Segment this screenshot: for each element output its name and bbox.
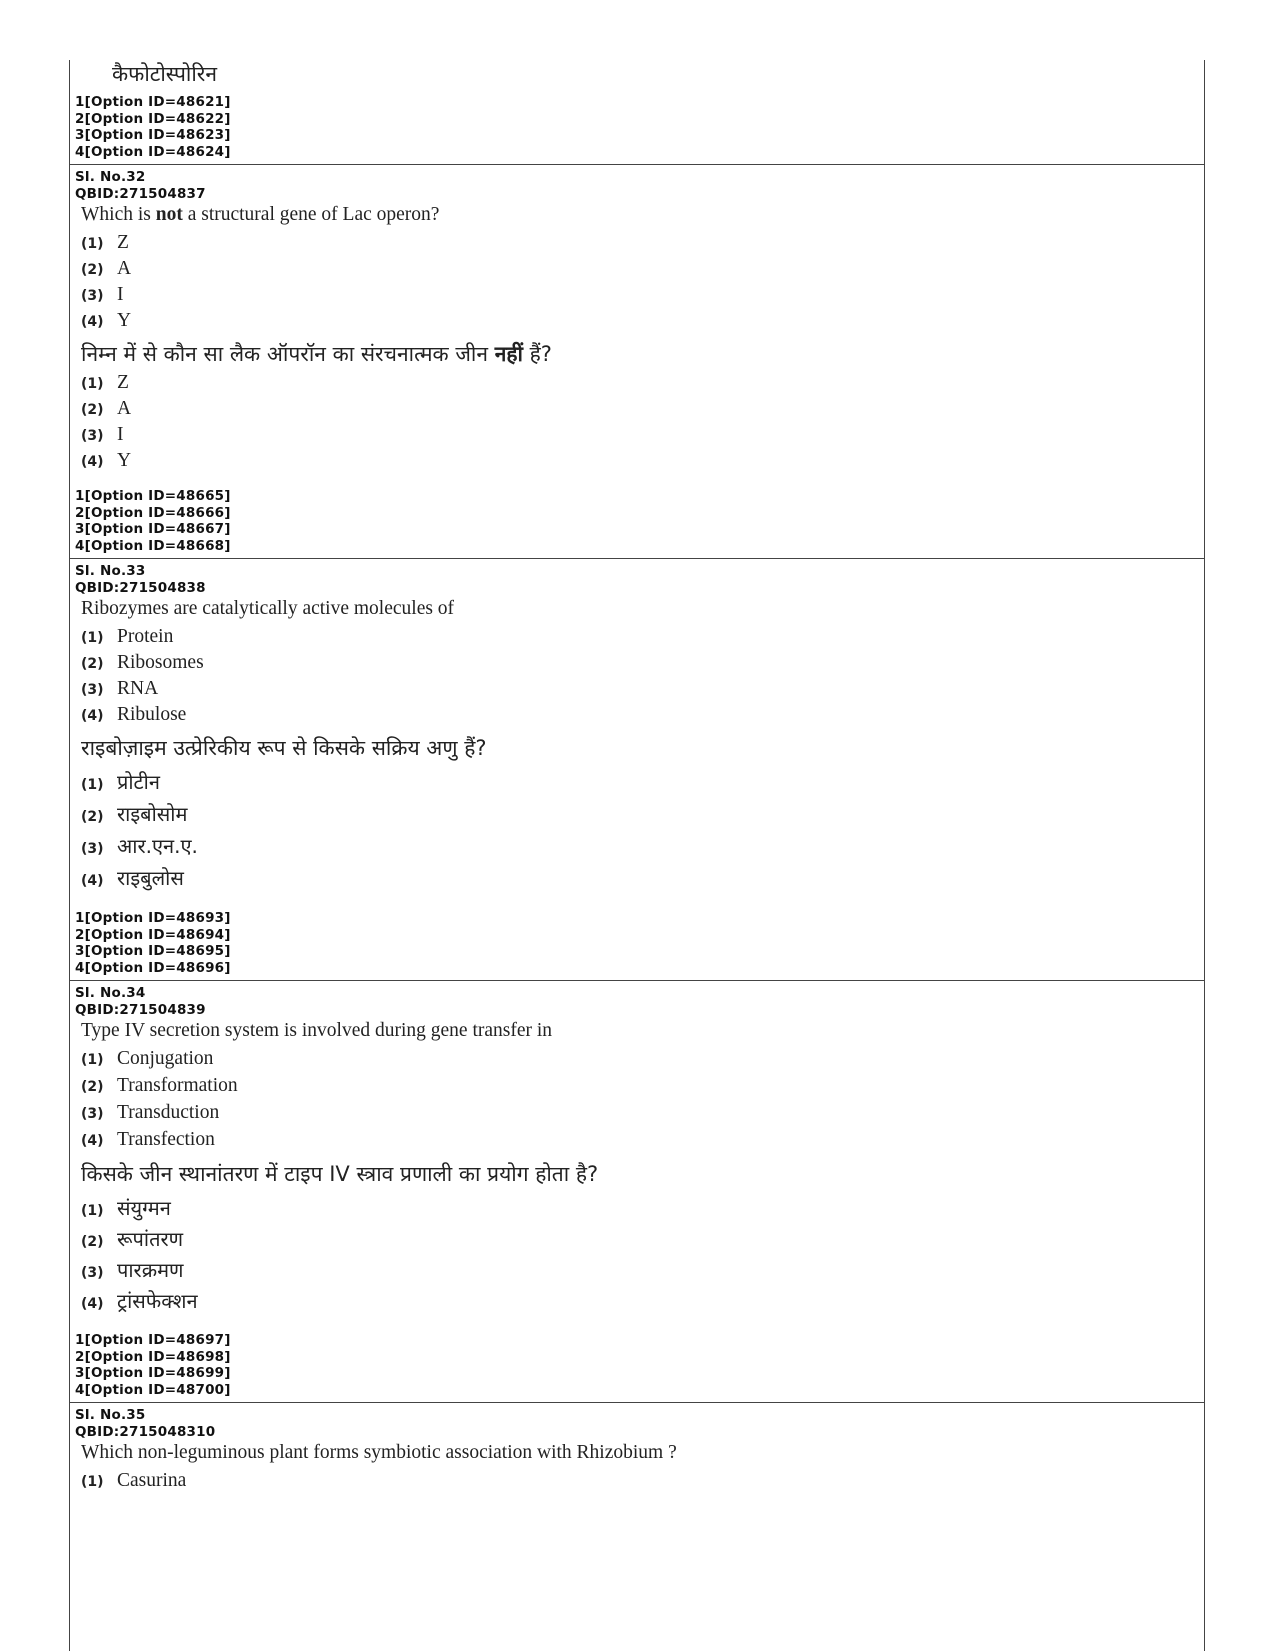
question-35 bbox=[70, 1407, 1204, 1496]
question-text-english: Which is not a structural gene of Lac operon? bbox=[81, 204, 440, 225]
serial-number: Sl. No.34 bbox=[75, 985, 146, 1001]
question-text-english: Which non-leguminous plant forms symbiotic association with Rhizobium ? bbox=[81, 1442, 677, 1463]
question-divider bbox=[69, 164, 1205, 165]
option-english: (2) Transformation bbox=[81, 1075, 238, 1096]
option-hindi: (3) आर.एन.ए. bbox=[81, 834, 198, 858]
option-id-list bbox=[70, 94, 1204, 160]
option-id: 4[Option ID=48668] bbox=[75, 537, 231, 554]
option-id: 3[Option ID=48667] bbox=[75, 521, 231, 537]
serial-number: Sl. No.33 bbox=[75, 563, 146, 579]
question-divider bbox=[69, 1402, 1205, 1403]
serial-number: Sl. No.35 bbox=[75, 1407, 146, 1423]
option-id: 4[Option ID=48696] bbox=[75, 959, 231, 976]
serial-number: Sl. No.32 bbox=[75, 169, 146, 185]
option-english: (2) A bbox=[81, 258, 132, 279]
option-english: (4) Transfection bbox=[81, 1129, 215, 1150]
qbid: QBID:271504839 bbox=[75, 1001, 206, 1018]
option-english: (3) RNA bbox=[81, 678, 159, 699]
question-text-english: Ribozymes are catalytically active molecules of bbox=[81, 598, 455, 619]
option-hindi: (2) राइबोसोम bbox=[81, 802, 188, 826]
qbid: QBID:271504837 bbox=[75, 185, 206, 202]
option-hindi: (1) संयुग्मन bbox=[81, 1196, 171, 1220]
option-id: 2[Option ID=48666] bbox=[75, 504, 231, 521]
option-english: (1) Protein bbox=[81, 626, 174, 647]
question-divider bbox=[69, 558, 1205, 559]
option-english: (1) Z bbox=[81, 232, 129, 253]
option-id: 4[Option ID=48700] bbox=[75, 1381, 231, 1398]
option-english: (3) Transduction bbox=[81, 1102, 220, 1123]
option-id: 3[Option ID=48623] bbox=[75, 127, 231, 143]
option-english: (4) Y bbox=[81, 310, 132, 331]
option-id: 3[Option ID=48699] bbox=[75, 1365, 231, 1381]
option-id: 3[Option ID=48695] bbox=[75, 943, 231, 959]
option-hindi: (1) प्रोटीन bbox=[81, 770, 160, 794]
question-text-hindi: राइबोज़ाइम उत्प्रेरिकीय रूप से किसके सक्रिय अणु हैं? bbox=[81, 736, 487, 760]
qbid: QBID:271504838 bbox=[75, 579, 206, 596]
question-text-english: Type IV secretion system is involved during gene transfer in bbox=[81, 1020, 553, 1041]
qbid: QBID:2715048310 bbox=[75, 1423, 216, 1440]
question-32 bbox=[70, 169, 1204, 554]
question-text-hindi: किसके जीन स्थानांतरण में टाइप IV स्त्राव प्रणाली का प्रयोग होता है? bbox=[81, 1162, 599, 1186]
option-hindi: (2) रूपांतरण bbox=[81, 1227, 184, 1251]
option-hindi: (4) ट्रांसफेक्शन bbox=[81, 1289, 198, 1313]
option-hindi: (3) पारक्रमण bbox=[81, 1258, 184, 1282]
option-id: 1[Option ID=48621] bbox=[75, 94, 231, 110]
option-english: (1) Conjugation bbox=[81, 1048, 214, 1069]
option-english: (3) I bbox=[81, 284, 124, 305]
option-hindi: (3) I bbox=[81, 424, 124, 445]
option-english: (4) Ribulose bbox=[81, 704, 187, 725]
option-id: 2[Option ID=48622] bbox=[75, 110, 231, 127]
option-hindi: (4) राइबुलोस bbox=[81, 866, 184, 890]
option-id-list bbox=[70, 910, 1204, 976]
question-divider bbox=[69, 980, 1205, 981]
option-hindi: (2) A bbox=[81, 398, 132, 419]
option-english: (1) Casurina bbox=[81, 1470, 187, 1491]
option-id-list bbox=[70, 1332, 1204, 1398]
option-id: 4[Option ID=48624] bbox=[75, 143, 231, 160]
question-text-hindi: निम्न में से कौन सा लैक ऑपरॉन का संरचनात्मक जीन नहीं हैं? bbox=[81, 342, 552, 366]
question-31-tail bbox=[70, 60, 1204, 160]
option-english: (2) Ribosomes bbox=[81, 652, 204, 673]
question-34 bbox=[70, 985, 1204, 1398]
option-id-list bbox=[70, 488, 1204, 554]
option-id: 1[Option ID=48693] bbox=[75, 910, 231, 926]
option-id: 2[Option ID=48694] bbox=[75, 926, 231, 943]
question-33 bbox=[70, 563, 1204, 976]
option-4-hindi-text: कैफोटोस्पोरिन bbox=[112, 62, 217, 86]
option-id: 2[Option ID=48698] bbox=[75, 1348, 231, 1365]
option-hindi: (4) Y bbox=[81, 450, 132, 471]
option-id: 1[Option ID=48697] bbox=[75, 1332, 231, 1348]
question-paper-page bbox=[69, 60, 1205, 1651]
option-id: 1[Option ID=48665] bbox=[75, 488, 231, 504]
option-hindi: (1) Z bbox=[81, 372, 129, 393]
